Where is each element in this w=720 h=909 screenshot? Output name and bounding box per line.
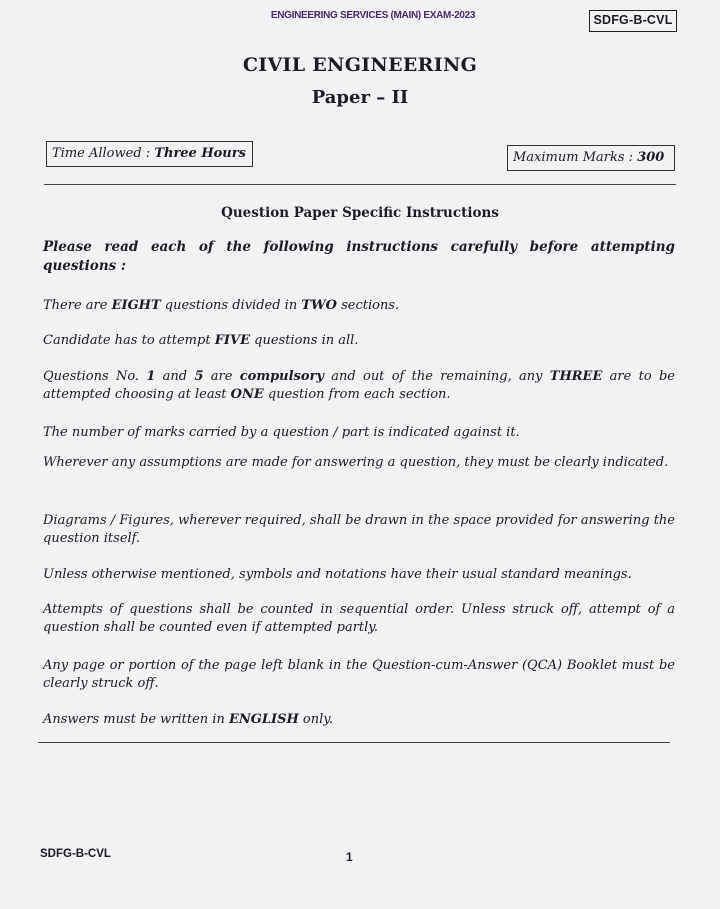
instruction-text: and bbox=[155, 369, 195, 384]
instructions-lead: Please read each of the following instructions carefully before attempting questions : bbox=[43, 239, 675, 274]
instruction-text: are bbox=[203, 369, 240, 384]
instruction-text: The number of marks carried by a question / part is indicated against it. bbox=[43, 425, 520, 440]
page-number: 1 bbox=[346, 850, 353, 864]
instruction-item bbox=[43, 454, 675, 472]
instruction-emphasis: ONE bbox=[230, 387, 264, 402]
maximum-marks-box bbox=[507, 145, 675, 171]
instruction-text: Any page or portion of the page left blank in the Question-cum-Answer (QCA) Booklet must be clearly struck off. bbox=[43, 658, 675, 691]
subject-title: CIVIL ENGINEERING bbox=[242, 54, 478, 76]
paper-code-box: SDFG-B-CVL bbox=[589, 10, 677, 32]
instruction-emphasis: TWO bbox=[301, 298, 337, 313]
instruction-text: Unless otherwise mentioned, symbols and notations have their usual standard meanings. bbox=[43, 567, 632, 582]
maximum-marks-label: Maximum Marks : bbox=[513, 150, 638, 165]
instruction-text: and out of the remaining, any bbox=[323, 369, 550, 384]
instruction-emphasis: 5 bbox=[194, 369, 204, 384]
instruction-text: question from each section. bbox=[263, 387, 451, 402]
instruction-text: questions in all. bbox=[250, 333, 359, 348]
maximum-marks-value: 300 bbox=[637, 150, 665, 165]
instruction-text: Diagrams / Figures, wherever required, shall be drawn in the space provided for answering the question itself. bbox=[43, 513, 675, 546]
instruction-item bbox=[43, 657, 675, 693]
divider-top bbox=[44, 184, 676, 185]
instruction-item bbox=[43, 332, 675, 350]
exam-stamp: ENGINEERING SERVICES (MAIN) EXAM-2023 bbox=[270, 10, 476, 21]
instruction-text: questions divided in bbox=[160, 298, 302, 313]
instruction-text: Answers must be written in bbox=[43, 712, 229, 727]
instruction-text: Attempts of questions shall be counted in sequential order. Unless struck off, attempt of a question shall be counted even if attempted partly. bbox=[43, 602, 675, 635]
instruction-emphasis: compulsory bbox=[239, 369, 324, 384]
instruction-text: only. bbox=[298, 712, 334, 727]
divider-bottom bbox=[38, 742, 670, 743]
instruction-text: Questions No. bbox=[43, 369, 147, 384]
instruction-emphasis: ENGLISH bbox=[228, 712, 299, 727]
instruction-item bbox=[43, 368, 675, 404]
instruction-item bbox=[43, 601, 675, 637]
instruction-item bbox=[43, 711, 675, 729]
instruction-item bbox=[43, 424, 675, 442]
instruction-text: There are bbox=[43, 298, 112, 313]
instruction-item bbox=[43, 297, 675, 315]
instruction-emphasis: 1 bbox=[146, 369, 156, 384]
instruction-emphasis: EIGHT bbox=[111, 298, 161, 313]
paper-title: Paper – II bbox=[311, 87, 409, 108]
instruction-emphasis: THREE bbox=[549, 369, 603, 384]
time-allowed-box bbox=[46, 141, 253, 167]
time-allowed-value: Three Hours bbox=[154, 146, 246, 161]
instructions-heading: Question Paper Specific Instructions bbox=[221, 205, 499, 221]
instruction-item bbox=[43, 566, 675, 584]
footer-paper-code: SDFG-B-CVL bbox=[40, 848, 111, 860]
instruction-text: are to be attempted choosing at least bbox=[43, 369, 675, 402]
instruction-emphasis: FIVE bbox=[214, 333, 250, 348]
instruction-text: Wherever any assumptions are made for answering a question, they must be clearly indicated. bbox=[43, 455, 669, 470]
time-allowed-label: Time Allowed : bbox=[52, 146, 155, 161]
instruction-text: Candidate has to attempt bbox=[43, 333, 215, 348]
instruction-item bbox=[43, 512, 675, 548]
instruction-text: sections. bbox=[336, 298, 400, 313]
